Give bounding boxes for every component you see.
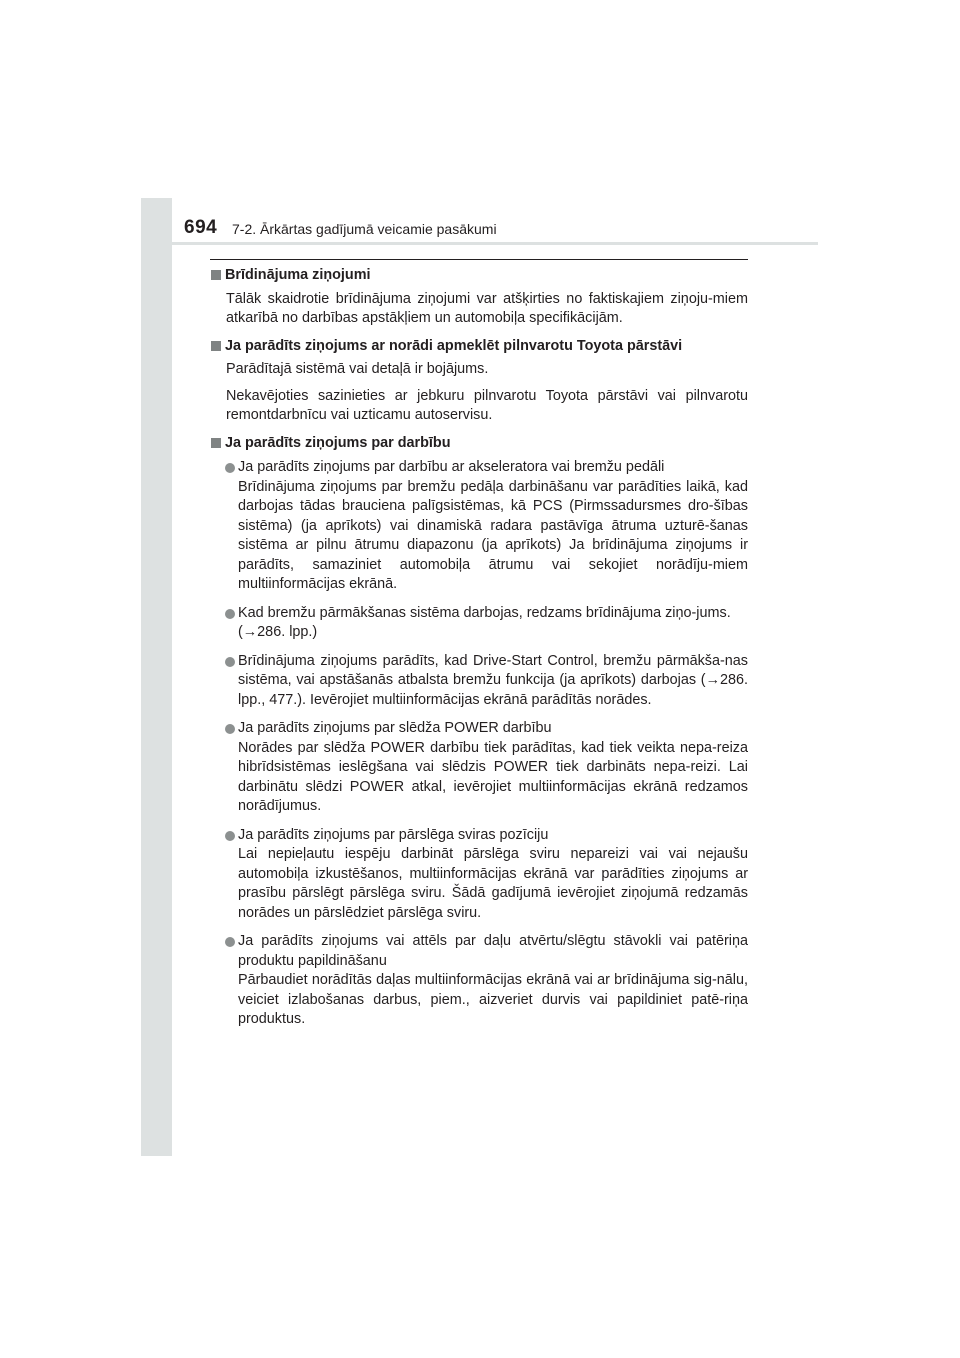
item-title: Ja parādīts ziņojums vai attēls par daļu atvērtu/slēgtu stāvokli vai patēriņa produktu papildināšanu <box>238 933 748 969</box>
list-item <box>211 604 748 643</box>
square-bullet-icon <box>211 341 221 351</box>
round-bullet-icon <box>225 831 235 841</box>
item-body: Brīdinājuma ziņojums par bremžu pedāļa darbināšanu var parādīties laikā, kad darbojas tādas brauciena palīgsistēmas, kā PCS (Pirmssadursmes dro-šības sistēma) (ja aprīkots) vai dinamiskā radara pastāvīga ātruma uzturē-šanas sistēma ar pilnu ātrumu diapazonu (ja aprīkots) Ja brīdinājuma ziņojums ir parādīts, samaziniet automobiļa ātrumu vai sekojiet norādīju-miem multiinformācijas ekrānā. <box>238 478 748 592</box>
item-title: Ja parādīts ziņojums par pārslēga sviras pozīciju <box>238 826 549 843</box>
round-bullet-icon <box>225 657 235 667</box>
section-heading: Brīdinājuma ziņojumi <box>225 267 371 283</box>
item-title: Kad bremžu pārmākšanas sistēma darbojas, redzams brīdinājuma ziņo-jums. <box>238 604 731 621</box>
section-visit-dealer <box>211 337 748 426</box>
square-bullet-icon <box>211 438 221 448</box>
paragraph: Tālāk skaidrotie brīdinājuma ziņojumi var atšķirties no faktiskajiem ziņoju-miem atkarībā no darbības apstākļiem un automobiļa specifikācijām. <box>226 290 748 326</box>
page-content <box>211 266 748 1038</box>
item-body: Brīdinājuma ziņojums parādīts, kad Drive-Start Control, bremžu pārmākša-nas sistēma, vai apstāšanās atbalsta bremžu funkcija (ja aprīkots) darbojas (→286. lpp., 477.). Ievērojiet multiinformācijas ekrānā parādītās norādes. <box>238 652 748 708</box>
item-title: Ja parādīts ziņojums par darbību ar akseleratora vai bremžu pedāli <box>238 459 665 475</box>
list-item <box>211 652 748 711</box>
square-bullet-icon <box>211 270 221 280</box>
paragraph: Parādītajā sistēmā vai detaļā ir bojājums. <box>226 361 489 377</box>
list-item <box>211 826 748 924</box>
item-title: Ja parādīts ziņojums par slēdža POWER darbību <box>238 720 552 736</box>
section-warning-messages <box>211 266 748 329</box>
chapter-title: 7-2. Ārkārtas gadījumā veicamie pasākumi <box>232 221 497 237</box>
item-body: Norādes par slēdža POWER darbību tiek parādītas, kad tiek veikta nepa-reiza hibrīdsistēmas ieslēgšana vai slēdzis POWER tiek darbināts nepa-reizi. Lai darbinātu slēdzi POWER atkal, ievērojiet multiinformācijas ekrānā redzamos norādījumus. <box>238 739 748 814</box>
section-heading: Ja parādīts ziņojums par darbību <box>225 434 451 451</box>
list-item <box>211 719 748 817</box>
round-bullet-icon <box>225 724 235 734</box>
section-divider <box>210 259 748 260</box>
item-body: (→286. lpp.) <box>238 624 318 640</box>
round-bullet-icon <box>225 937 235 947</box>
list-item <box>211 932 748 1030</box>
round-bullet-icon <box>225 463 235 473</box>
round-bullet-icon <box>225 609 235 619</box>
page-side-band <box>141 198 172 1156</box>
list-item <box>211 458 748 595</box>
section-heading: Ja parādīts ziņojums ar norādi apmeklēt pilnvarotu Toyota pārstāvi <box>225 337 683 354</box>
page-number: 694 <box>184 217 218 238</box>
item-body: Pārbaudiet norādītās daļas multiinformācijas ekrānā vai ar brīdinājuma sig-nālu, veiciet izlabošanas darbus, piem., aizveriet durvis vai papildiniet patē-riņa produktus. <box>238 972 748 1027</box>
section-operation-message <box>211 434 748 1030</box>
item-body: Lai nepieļautu iespēju darbināt pārslēga sviru nepareizi vai vai nejaušu automobiļa izkustēšanos, multiinformācijas ekrānā var parādīties ziņojums ar prasību pārslēgt pārslēga sviru. Šādā gadījumā ievērojiet ziņojumā redzamās norādes un pārslēdziet pārslēga sviru. <box>238 846 748 921</box>
paragraph: Nekavējoties sazinieties ar jebkuru pilnvarotu Toyota pārstāvi vai pilnvarotu remontdarbnīcu vai uzticamu autoservisu. <box>226 387 748 423</box>
